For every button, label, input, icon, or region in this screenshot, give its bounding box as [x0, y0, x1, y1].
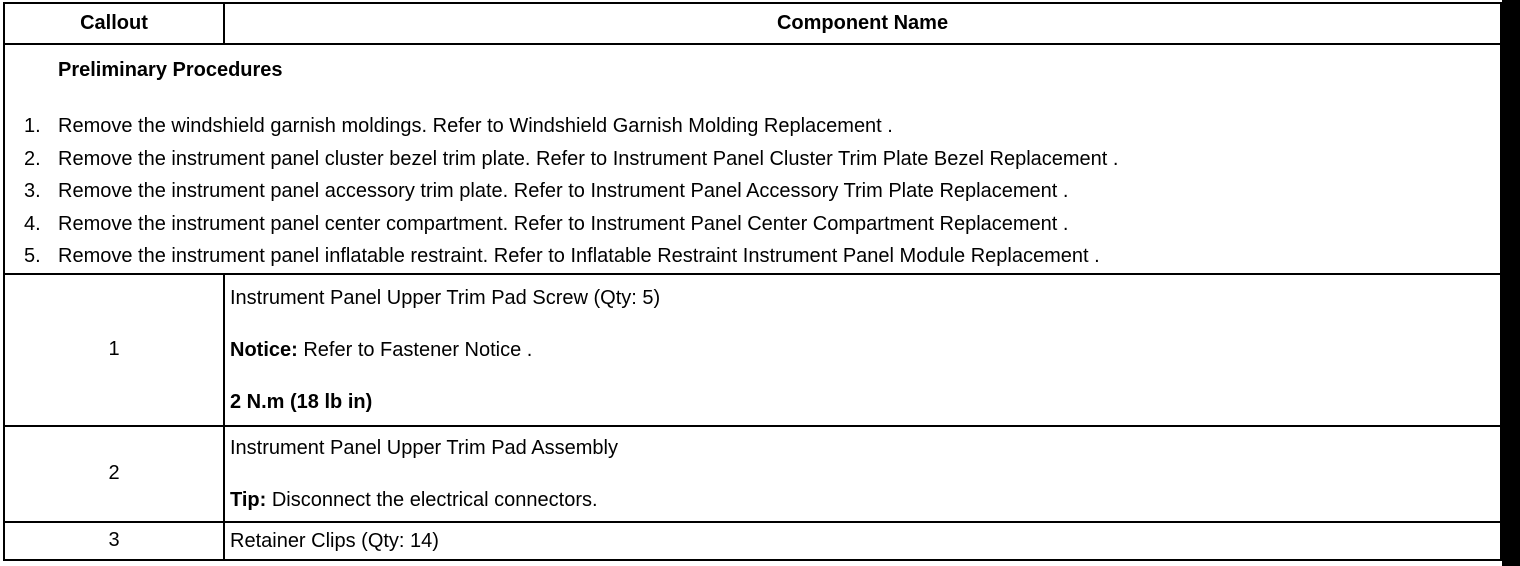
table-row: [4, 426, 1501, 522]
step-4: [5, 208, 1500, 241]
tip-text: Disconnect the electrical connectors.: [266, 488, 598, 511]
callout-header: Callout: [4, 3, 224, 44]
step-1: [5, 110, 1500, 143]
component-name: Instrument Panel Upper Trim Pad Screw (Qty: 5): [230, 286, 661, 309]
table-row: [4, 522, 1501, 560]
torque-value: 2 N.m (18 lb in): [230, 390, 373, 413]
component-cell: [224, 426, 1501, 522]
callout-cell: 1: [4, 274, 224, 426]
step-number: 5.: [24, 245, 41, 267]
component-name-header: Component Name: [224, 3, 1501, 44]
component-name: Instrument Panel Upper Trim Pad Assembly: [230, 436, 618, 459]
preliminary-steps: [5, 110, 1500, 273]
components-table: [3, 2, 1502, 561]
table-row: [4, 274, 1501, 426]
torque-spec: [230, 390, 1500, 414]
step-text: Remove the instrument panel cluster bezel trim plate. Refer to Instrument Panel Cluster Trim Plate Bezel Replacement .: [58, 147, 1119, 170]
component-name: Retainer Clips (Qty: 14): [230, 529, 439, 552]
step-3: [5, 175, 1500, 208]
step-number: 2.: [24, 147, 41, 170]
right-edge-bar: [1502, 0, 1520, 566]
step-5: [5, 240, 1500, 273]
header-row: [4, 3, 1501, 44]
step-text: Remove the instrument panel accessory trim plate. Refer to Instrument Panel Accessory Trim Plate Replacement .: [58, 180, 1069, 202]
step-text: Remove the instrument panel inflatable restraint. Refer to Inflatable Restraint Instrument Panel Module Replacement .: [58, 245, 1100, 267]
preliminary-cell: [4, 44, 1501, 274]
notice-text: Refer to Fastener Notice .: [297, 338, 533, 361]
step-number: 4.: [24, 212, 41, 235]
notice-label: Notice:: [230, 338, 298, 361]
step-number: 3.: [24, 180, 41, 202]
component-cell: [224, 274, 1501, 426]
callout-cell: 2: [4, 426, 224, 522]
step-number: 1.: [24, 115, 41, 137]
callout-cell: 3: [4, 522, 224, 560]
component-cell: [224, 522, 1501, 560]
preliminary-row: [4, 44, 1501, 274]
preliminary-title: Preliminary Procedures: [58, 59, 283, 81]
step-2: [5, 143, 1500, 176]
step-text: Remove the windshield garnish moldings. Refer to Windshield Garnish Molding Replacement .: [58, 115, 893, 137]
step-text: Remove the instrument panel center compartment. Refer to Instrument Panel Center Compartment Replacement .: [58, 212, 1069, 235]
tip-line: [230, 488, 1500, 512]
tip-label: Tip:: [230, 488, 267, 511]
notice-line: [230, 338, 1500, 362]
